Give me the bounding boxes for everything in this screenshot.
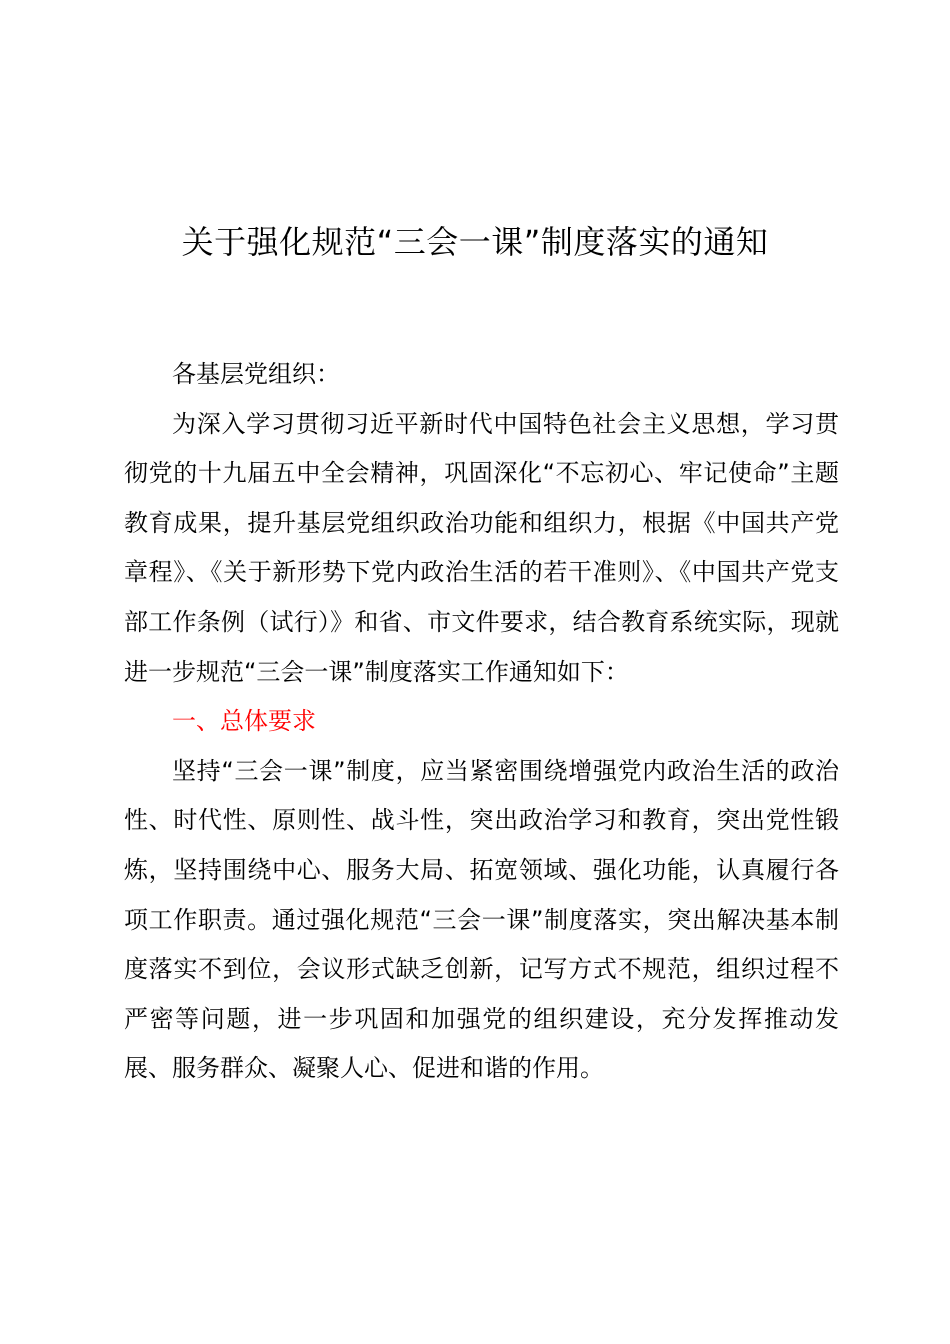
salutation: 各基层党组织： [172,360,340,388]
section-paragraph-general-requirements: 坚持“三会一课”制度，应当紧密围绕增强党内政治生活的政治性、时代性、原则性、战斗性，突出政治学习和教育，突出党性锻炼，坚持围绕中心、服务大局、拓宽领域、强化功能，认真履行各项工作职责。通过强化规范“三会一课”制度落实，突出解决基本制度落实不到位，会议形式缺乏创新，记写方式不规范，组织过程不严密等问题，进一步巩固和加强党的组织建设，充分发挥推动发展、服务群众、凝聚人心、促进和谐的作用。 [124,756,839,1083]
section-heading-general-requirements: 一、总体要求 [172,707,316,736]
document-title: 关于强化规范“三会一课”制度落实的通知 [181,223,769,261]
intro-paragraph: 为深入学习贯彻习近平新时代中国特色社会主义思想，学习贯彻党的十九届五中全会精神，巩固深化“不忘初心、牢记使命”主题教育成果，提升基层党组织政治功能和组织力，根据《中国共产党章程》、《关于新形势下党内政治生活的若干准则》、《中国共产党支部工作条例（试行）》和省、市文件要求，结合教育系统实际，现就进一步规范“三会一课”制度落实工作通知如下： [124,409,839,686]
document-body [124,350,839,1094]
